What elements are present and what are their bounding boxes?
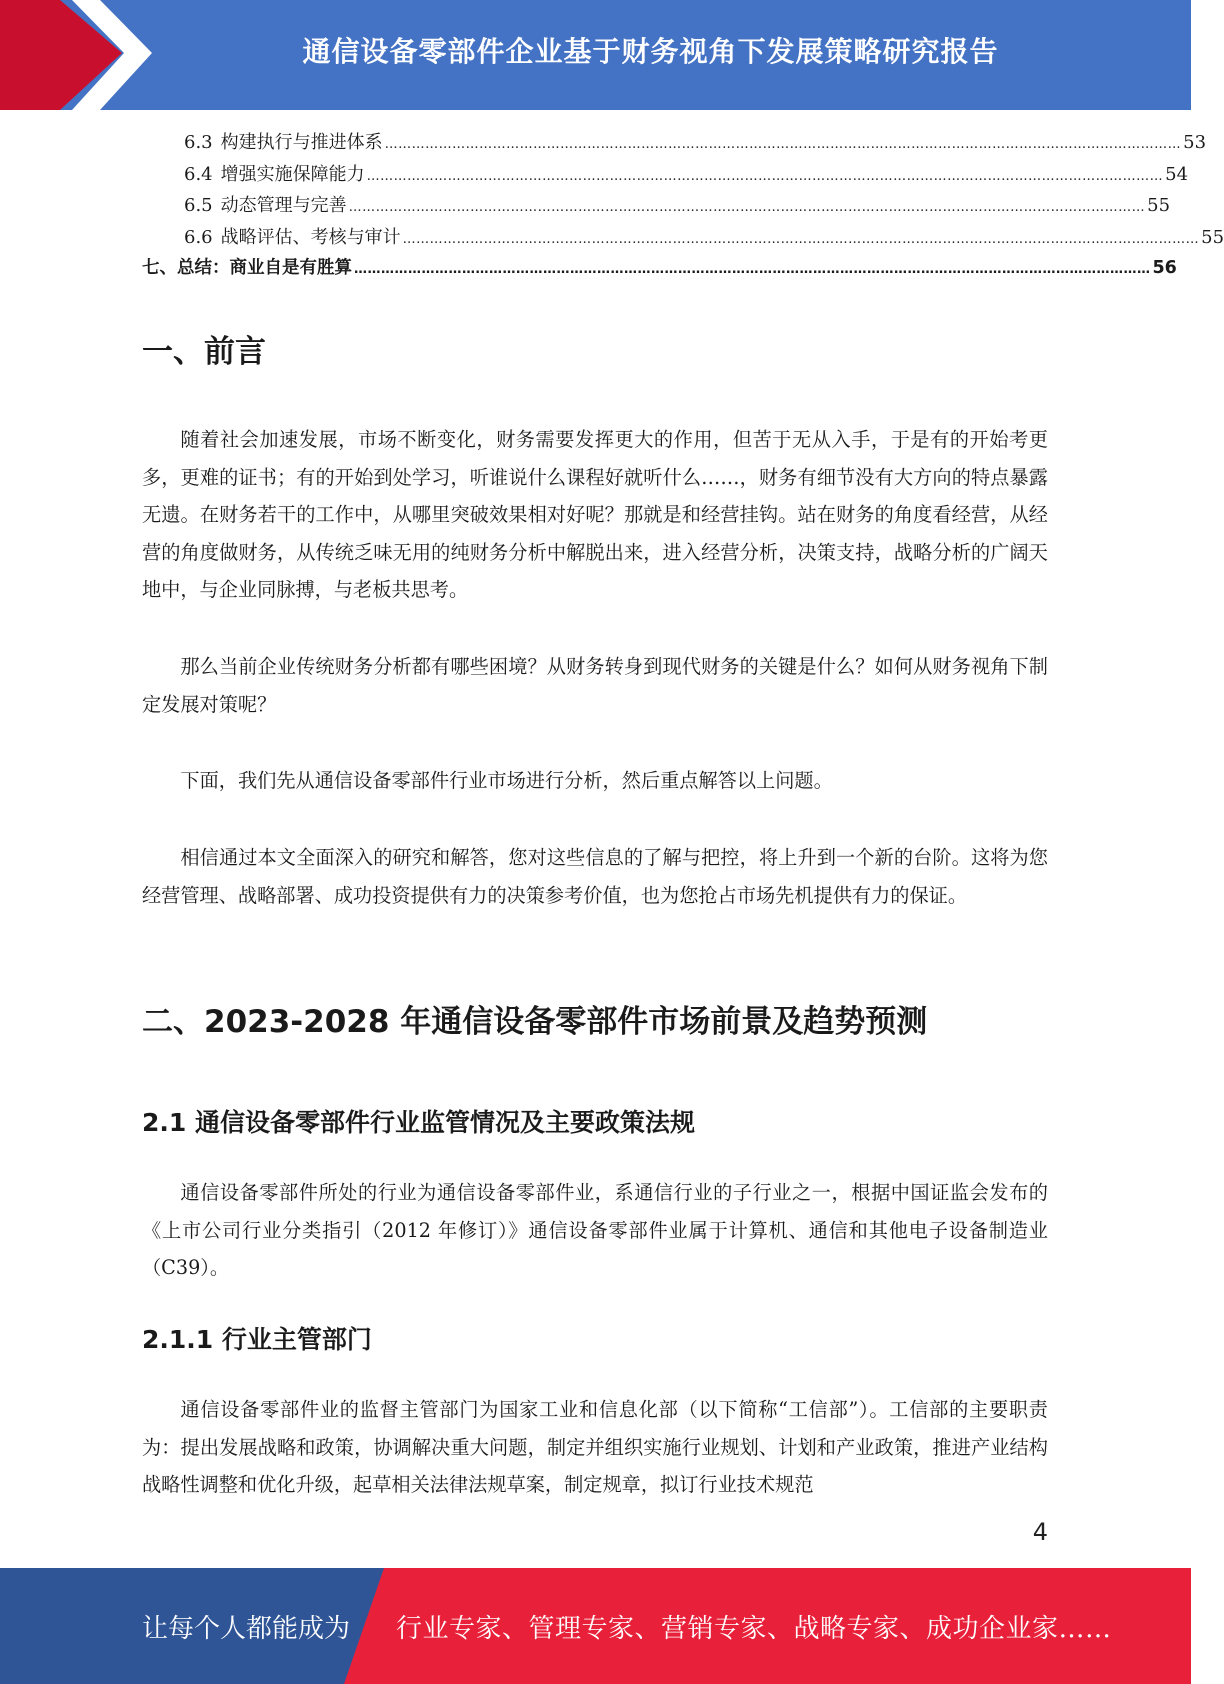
body-paragraph: 通信设备零部件业的监督主管部门为国家工业和信息化部（以下简称“工信部”）。工信部的主要职责为：提出发展战略和政策，协调解决重大问题，制定并组织实施行业规划、计划和产业政策，推进产业结构战略性调整和优化升级，起草相关法律法规草案，制定规章，拟订行业技术规范	[142, 1398, 1048, 1496]
header-arrow-decoration	[0, 0, 160, 110]
page-header	[0, 0, 1191, 110]
toc-entry-page: 53	[1183, 132, 1207, 153]
toc-entry-label: 战略评估、考核与审计	[220, 226, 401, 248]
toc-entry-page: 55	[1201, 226, 1224, 248]
toc-leader-dots: ……………………………………………………………………………………………………………………………………………………………	[384, 137, 1182, 152]
toc-entry[interactable]	[142, 128, 1207, 160]
toc-entry-page: 55	[1147, 195, 1171, 216]
header-title: 通信设备零部件企业基于财务视角下发展策略研究报告	[302, 35, 999, 68]
toc-leader-dots: ……………………………………………………………………………………………………………………………………………………………	[354, 262, 1151, 277]
toc-entry-number: 6.3	[184, 132, 213, 153]
section-heading-market-outlook: 二、2023-2028 年通信设备零部件市场前景及趋势预测	[142, 1004, 928, 1040]
subsection-heading: 2.1 通信设备零部件行业监管情况及主要政策法规	[142, 1108, 695, 1137]
toc-entry-page: 54	[1165, 163, 1189, 185]
toc-leader-dots: ……………………………………………………………………………………………………………………………………………………………	[366, 168, 1164, 184]
page-footer	[0, 1568, 1191, 1684]
toc-entry-label: 动态管理与完善	[220, 195, 347, 216]
toc-entry-label: 构建执行与推进体系	[220, 132, 383, 153]
toc-entry-page: 56	[1152, 258, 1177, 278]
footer-slogan-left: 让每个人都能成为	[142, 1613, 351, 1644]
toc-leader-dots: ……………………………………………………………………………………………………………………………………………………………	[402, 231, 1200, 247]
footer-slogan-right: 行业专家、管理专家、营销专家、战略专家、成功企业家……	[396, 1613, 1112, 1644]
toc-entry-number: 6.5	[184, 195, 213, 216]
toc-entry-label: 七、总结：商业自是有胜算	[142, 258, 352, 278]
section-heading-preface: 一、前言	[142, 334, 266, 370]
toc-entry[interactable]	[142, 191, 1171, 223]
toc-entry-label: 增强实施保障能力	[220, 163, 365, 185]
toc-entry-chapter[interactable]	[142, 254, 1177, 286]
page-number: 4	[1032, 1518, 1048, 1546]
toc-entry[interactable]	[142, 223, 1224, 255]
toc-entry-number: 6.6	[184, 226, 213, 248]
body-paragraph: 随着社会加速发展，市场不断变化，财务需要发挥更大的作用，但苦于无从入手，于是有的开始考更多，更难的证书；有的开始到处学习，听谁说什么课程好就听什么……，财务有细节没有大方向的特点暴露无遗。在财务若干的工作中，从哪里突破效果相对好呢？那就是和经营挂钩。站在财务的角度看经营，从经营的角度做财务，从传统乏味无用的纯财务分析中解脱出来，进入经营分析，决策支持，战略分析的广阔天地中，与企业同脉搏，与老板共思考。	[142, 428, 1048, 601]
toc-entry[interactable]	[142, 160, 1189, 192]
toc-entry-number: 6.4	[184, 163, 213, 185]
body-paragraph: 那么当前企业传统财务分析都有哪些困境？从财务转身到现代财务的关键是什么？如何从财务视角下制定发展对策呢？	[142, 655, 1048, 716]
toc-leader-dots: ……………………………………………………………………………………………………………………………………………………………	[348, 200, 1146, 215]
body-paragraph: 通信设备零部件所处的行业为通信设备零部件业，系通信行业的子行业之一，根据中国证监会发布的《上市公司行业分类指引（2012 年修订）》通信设备零部件业属于计算机、通信和其他电子设备制造业（C39）。	[142, 1181, 1048, 1279]
subsection-heading: 2.1.1 行业主管部门	[142, 1325, 372, 1354]
body-paragraph: 相信通过本文全面深入的研究和解答，您对这些信息的了解与把控，将上升到一个新的台阶。这将为您经营管理、战略部署、成功投资提供有力的决策参考价值，也为您抢占市场先机提供有力的保证。	[142, 846, 1048, 907]
body-paragraph: 下面，我们先从通信设备零部件行业市场进行分析，然后重点解答以上问题。	[180, 769, 833, 792]
table-of-contents	[142, 128, 1224, 286]
